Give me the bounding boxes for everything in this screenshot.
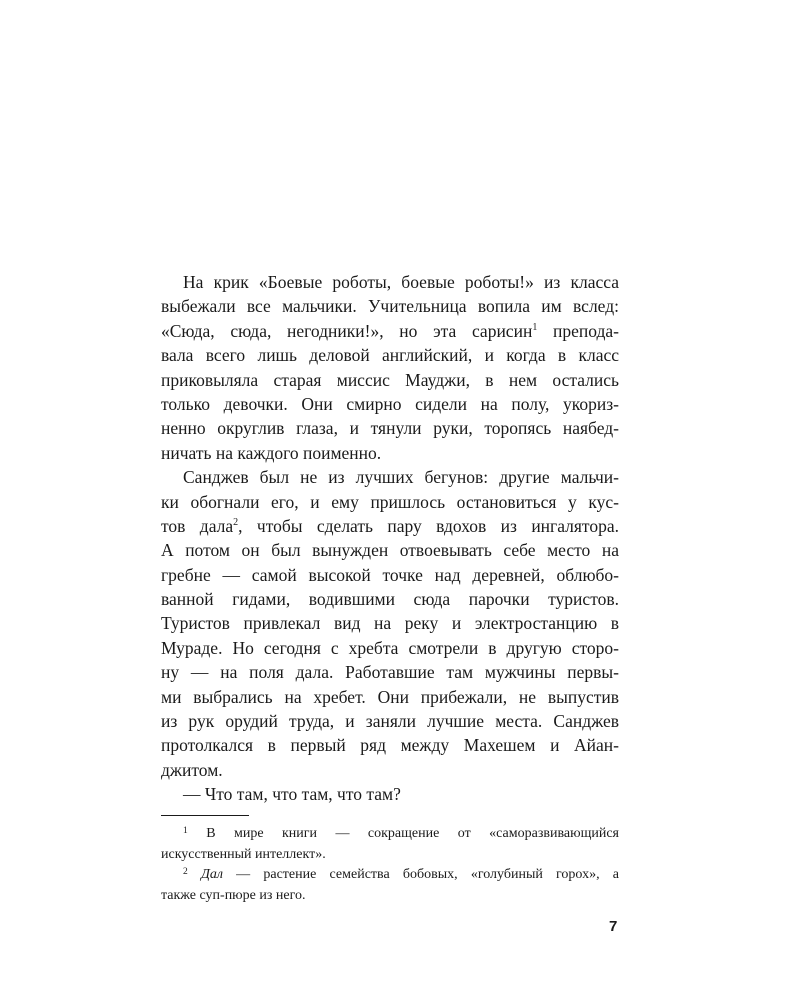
footnote-number: 1: [183, 826, 188, 836]
text-line: А потом он был вынужден отвоевывать себе место на: [161, 540, 619, 561]
text-line: ну — на поля дала. Работавшие там мужчины первы-: [161, 662, 619, 683]
text-line: [161, 514, 619, 538]
footnote-divider: [161, 815, 249, 816]
footnote-2: [161, 865, 619, 886]
text-line: из рук орудий труда, и заняли лучшие места. Санджев: [161, 711, 619, 732]
main-text: [161, 270, 619, 807]
text-fragment: , чтобы сделать пару вдохов из ингалятора.: [238, 515, 619, 536]
footnote-text: — растение семейства бобовых, «голубиный горох», а: [222, 867, 619, 882]
text-line: джитом.: [161, 759, 223, 780]
footnote-mark: 1: [532, 321, 538, 333]
footnote-mark: 2: [233, 516, 239, 528]
footnotes: [161, 824, 619, 906]
text-line: ми выбрались на хребет. Они прибежали, не выпустив: [161, 686, 619, 707]
text-line: выбежали все мальчики. Учительница вопила им вслед:: [161, 296, 619, 317]
text-line: только девочки. Они смирно сидели на полу, укориз-: [161, 393, 619, 414]
text-line: гребне — самой высокой точке над деревней, облюбо-: [161, 564, 619, 585]
text-line: приковыляла старая миссис Мауджи, в нем остались: [161, 369, 619, 390]
text-fragment: препода-: [553, 320, 620, 341]
text-line: На крик «Боевые роботы, боевые роботы!» из класса: [183, 272, 619, 292]
text-line: ничать на каждого поименно.: [161, 442, 382, 463]
footnote-2-cont: также суп-пюре из него.: [161, 887, 306, 903]
text-line: ки обогнали его, и ему пришлось остановиться у кус-: [161, 491, 619, 512]
text-line: ванной гидами, водившими сюда парочки туристов.: [161, 589, 619, 610]
text-line: вала всего лишь деловой английский, и когда в класс: [161, 345, 619, 366]
footnote-text: В мире книги — сокращение от «саморазвивающийся: [206, 826, 619, 841]
text-line: Мураде. Но сегодня с хребта смотрели в другую сторо-: [161, 637, 619, 658]
text-line: [161, 319, 619, 343]
text-fragment: «Сюда, сюда, негодники!», но эта сарисин: [161, 320, 533, 341]
text-fragment: тов дала: [161, 515, 234, 536]
text-line: протолкался в первый ряд между Махешем и Айан-: [161, 735, 619, 756]
footnote-term: Дал: [200, 867, 223, 882]
text-line: Туристов привлекал вид на реку и электростанцию в: [161, 613, 619, 634]
text-line: — Что там, что там, что там?: [183, 784, 401, 805]
footnote-1: [161, 824, 619, 845]
footnote-number: 2: [183, 867, 188, 877]
text-line: Санджев был не из лучших бегунов: другие мальчи-: [183, 467, 619, 488]
text-line: ненно округлив глаза, и тянули руки, торопясь наябед-: [161, 418, 619, 439]
page-number: 7: [609, 918, 618, 935]
footnote-1-cont: искусственный интеллект».: [161, 846, 326, 862]
